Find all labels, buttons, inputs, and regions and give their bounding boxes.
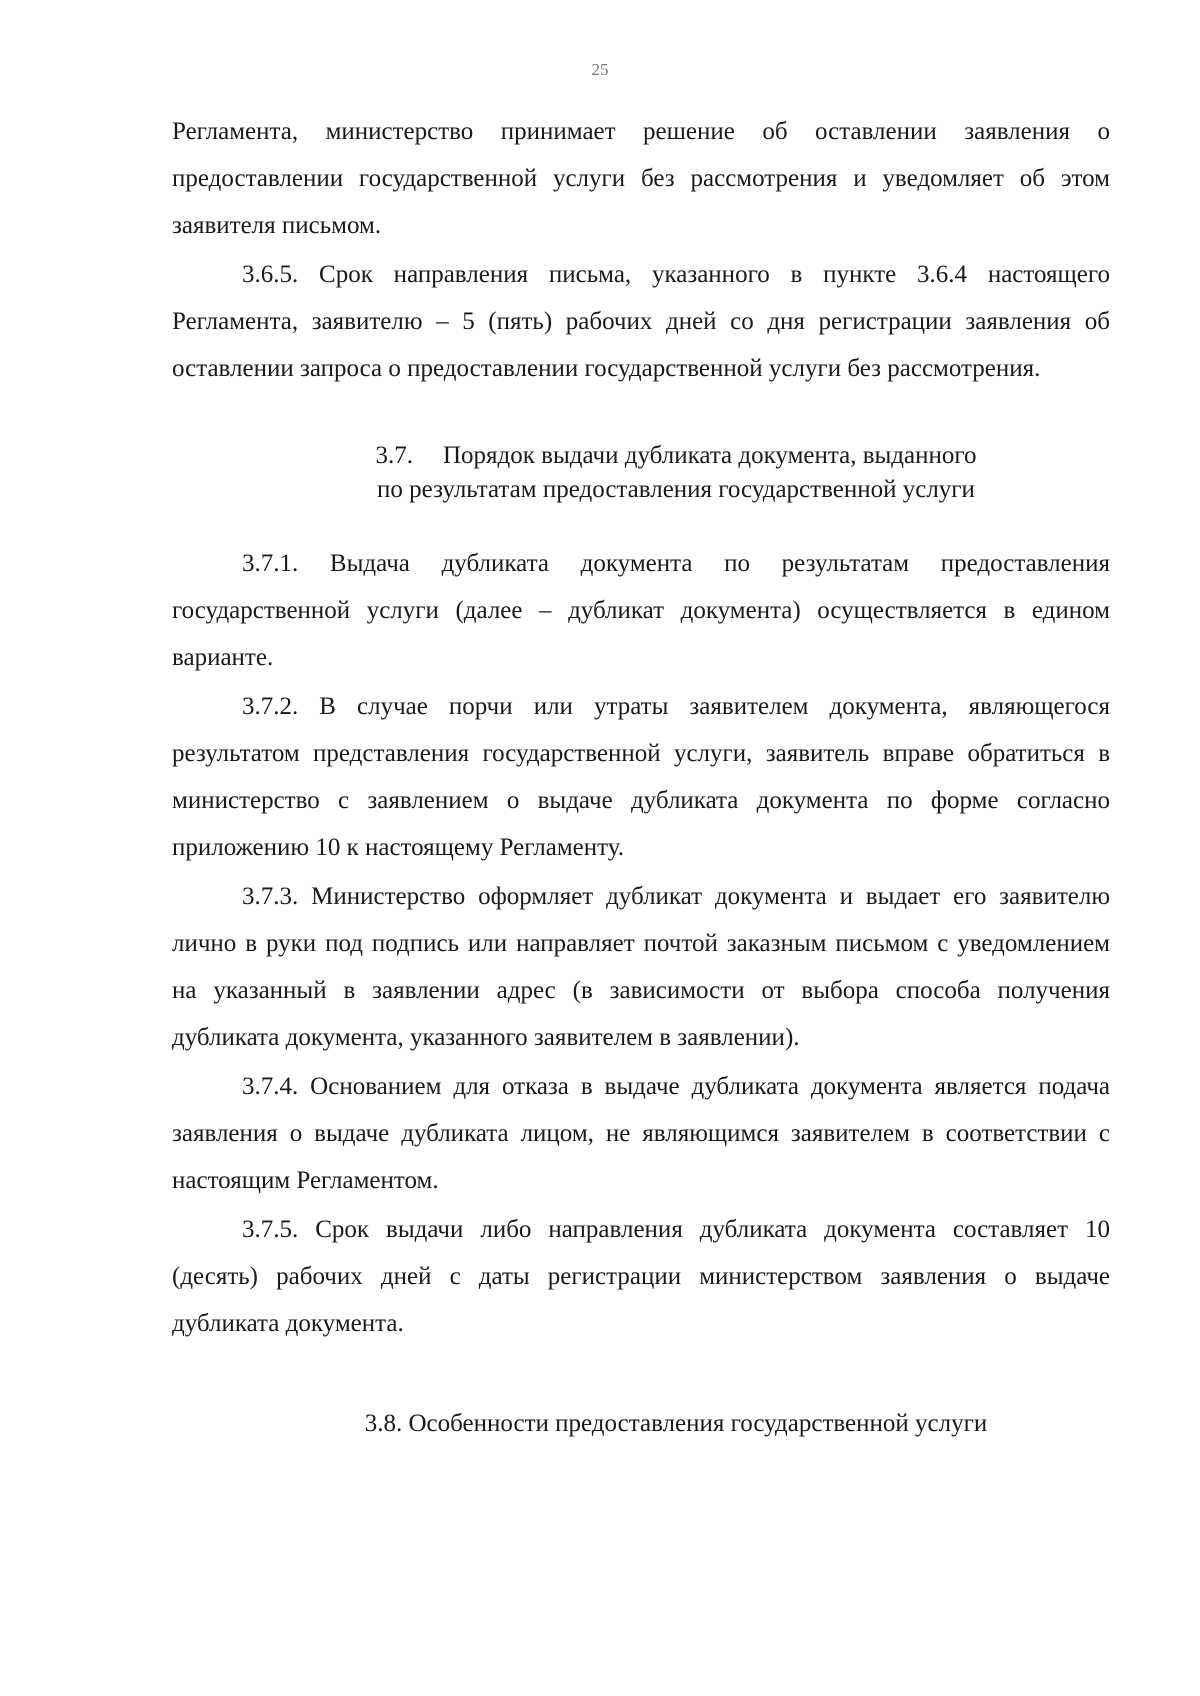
paragraph-3-7-4: 3.7.4. Основанием для отказа в выдаче дубликата документа является подача заявления о выдаче дубликата лицом, не являющимся заявителем в соответствии с настоящим Регламентом. <box>172 1073 1110 1194</box>
paragraph-3-7-3: 3.7.3. Министерство оформляет дубликат документа и выдает его заявителю лично в руки под подпись или направляет почтой заказным письмом с уведомлением на указанный в заявлении адрес (в зависимости от выбора способа получения дубликата документа, указанного заявителем в заявлении). <box>172 883 1110 1051</box>
page-number: 25 <box>591 60 609 79</box>
section-title-3-7-part1: Порядок выдачи дубликата документа, выданного <box>442 442 977 469</box>
section-heading-3-8: 3.8. Особенности предоставления государственной услуги <box>364 1410 988 1437</box>
paragraph-3-6-5: 3.6.5. Срок направления письма, указанного в пункте 3.6.4 настоящего Регламента, заявителю – 5 (пять) рабочих дней со дня регистрации заявления об оставлении запроса о предоставлении государственной услуги без рассмотрения. <box>172 261 1110 382</box>
paragraph-3-7-5: 3.7.5. Срок выдачи либо направления дубликата документа составляет 10 (десять) рабочих дней с даты регистрации министерством заявления о выдаче дубликата документа. <box>172 1216 1110 1337</box>
section-heading-3-7-line1 <box>242 439 1110 473</box>
paragraph-3-7-2: 3.7.2. В случае порчи или утраты заявителем документа, являющегося результатом представления государственной услуги, заявитель вправе обратиться в министерство с заявлением о выдаче дубликата документа по форме согласно приложению 10 к настоящему Регламенту. <box>172 693 1110 861</box>
paragraph-3-7-1: 3.7.1. Выдача дубликата документа по результатам предоставления государственной услуги (далее – дубликат документа) осуществляется в едином варианте. <box>172 550 1110 671</box>
section-title-3-7-part2: по результатам предоставления государственной услуги <box>377 476 975 503</box>
paragraph-continuation: Регламента, министерство принимает решение об оставлении заявления о предоставлении государственной услуги без рассмотрения и уведомляет об этом заявителя письмом. <box>172 118 1110 239</box>
section-heading-3-7 <box>172 439 1110 507</box>
section-number-3-7: 3.7. <box>375 442 413 469</box>
document-body <box>172 108 1110 1441</box>
